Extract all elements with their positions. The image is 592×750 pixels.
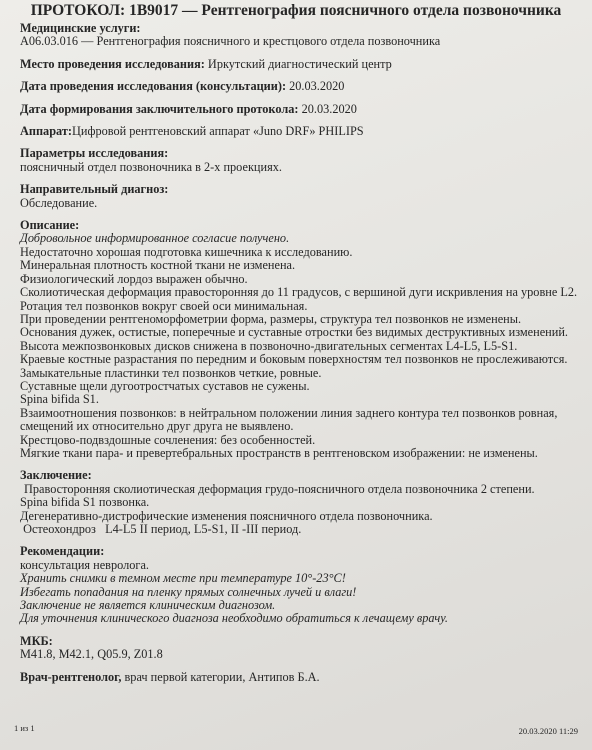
description-line: Суставные щели дугоотростчатых суставов не сужены. [20,378,310,393]
protocol-date-row [20,103,586,116]
protocol-date-value: 20.03.2020 [298,101,357,116]
recommendation-line: консультация невролога. [20,557,149,572]
doctor-row [20,671,586,684]
recommendations-label: Рекомендации: [20,544,105,559]
conclusion-line: Дегенеративно-дистрофические изменения поясничного отдела позвоночника. [20,508,433,523]
page-number: 1 из 1 [14,723,35,733]
description-line: Взаимоотношения позвонков: в нейтральном положении линия заднего контура тел позвонков ровная, [20,405,558,420]
conclusion-line: Правосторонняя сколиотическая деформация грудо-поясничного отдела позвоночника 2 степени. [24,481,535,496]
conclusion-label: Заключение: [20,468,92,483]
location-row [20,58,586,71]
description-line: Минеральная плотность костной ткани не изменена. [20,258,296,273]
description-line: Мягкие ткани пара- и превертебральных пространств в рентгеновском изображении: не изменены. [20,445,538,460]
description-line: смещений их относительно друг друга не выявлено. [20,419,294,434]
device-row [20,125,586,138]
recommendation-line: Заключение не является клиническим диагнозом. [20,598,276,613]
mkb-label: МКБ: [20,633,53,648]
protocol-body [20,22,586,684]
description-line: Недостаточно хорошая подготовка кишечника к исследованию. [20,244,353,259]
exam-date-value: 20.03.2020 [286,79,345,94]
recommendation-line: Избегать попадания на пленку прямых солнечных лучей и влаги! [20,584,357,599]
description-line: При проведении рентгеноморфометрии форма, размеры, структура тел позвонков не изменены. [20,311,522,326]
description-line: Физиологический лордоз выражен обычно. [20,271,248,286]
conclusion-line: Остеохондроз L4-L5 II период, L5-S1, II -III период. [20,522,302,536]
description-line: Крестцово-подвздошные сочленения: без особенностей. [20,432,316,447]
description-line: Высота межпозвонковых дисков снижена в позвоночно-двигательных сегментах L4-L5, L5-S1. [20,338,518,353]
params-label: Параметры исследования: [20,146,169,161]
description-line: Добровольное информированное согласие получено. [20,231,290,246]
description-line: Основания дужек, остистые, поперечные и суставные отростки без видимых деструктивных изменений. [20,325,568,340]
exam-date-row [20,80,586,93]
description-line: Ротация тел позвонков вокруг своей оси минимальная. [20,298,308,313]
exam-date-label: Дата проведения исследования (консультации): [20,79,287,94]
location-value: Иркутский диагностический центр [204,56,392,71]
services-label: Медицинские услуги: [20,21,141,35]
referral-value: Обследование. [20,195,98,210]
doctor-label: Врач-рентгенолог, [20,669,122,684]
conclusion-line: Spina bifida S1 позвонка. [20,495,150,510]
recommendation-line: Хранить снимки в темном месте при температуре 10°-23°С! [20,571,346,586]
description-line: Сколиотическая деформация правосторонняя до 11 градусов, с вершиной дуги искривления на уровне L2. [20,285,578,300]
description-label: Описание: [20,218,80,233]
print-datetime: 20.03.2020 11:29 [518,726,578,736]
description-line: Краевые костные разрастания по передним и боковым поверхностям тел позвонков не прослеживаются. [20,352,568,367]
mkb-value: M41.8, M42.1, Q05.9, Z01.8 [20,647,163,662]
protocol-date-label: Дата формирования заключительного протокола: [20,101,299,116]
description-line: Замыкательные пластинки тел позвонков четкие, ровные. [20,365,322,380]
doctor-value: врач первой категории, Антипов Б.А. [121,669,320,684]
params-value: поясничный отдел позвоночника в 2-х проекциях. [20,159,282,174]
location-label: Место проведения исследования: [20,56,205,71]
referral-label: Направительный диагноз: [20,182,169,197]
device-label: Аппарат: [20,124,73,139]
services-value: А06.03.016 — Рентгенография поясничного и крестцового отдела позвоночника [20,34,441,49]
device-value: Цифровой рентгеновский аппарат «Juno DRF» PHILIPS [72,124,364,139]
page-title: ПРОТОКОЛ: 1В9017 — Рентгенография поясничного отдела позвоночника [30,2,562,19]
description-line: Spina bifida S1. [20,392,99,407]
recommendation-line: Для уточнения клинического диагноза необходимо обратиться к лечащему врачу. [20,611,449,626]
